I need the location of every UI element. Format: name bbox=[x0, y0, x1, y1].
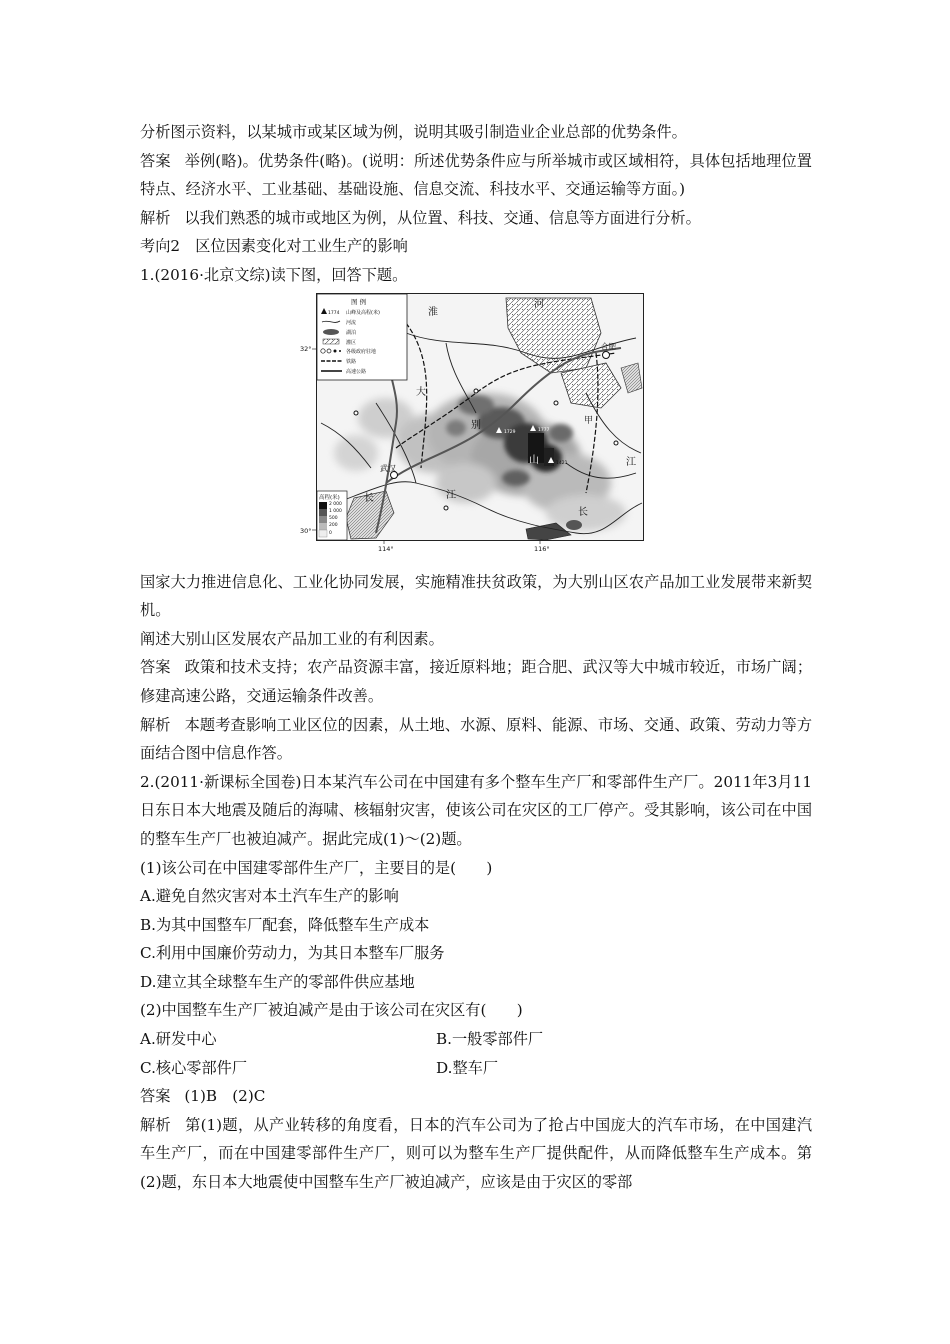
answer-2-text: 政策和技术支持；农产品资源丰富，接近原料地；距合肥、武汉等大中城市较近，市场广阔；修建高速公路，交通运输条件改善。 bbox=[140, 658, 813, 705]
label-huai: 淮 bbox=[428, 306, 438, 318]
answer-3-text: (1)B (2)C bbox=[184, 1087, 266, 1106]
options-row-2 bbox=[140, 1054, 812, 1083]
map-figure-container bbox=[140, 293, 812, 561]
label-chang-2: 长 bbox=[578, 506, 588, 518]
question-2-2: (2)中国整车生产厂被迫减产是由于该公司在灾区有( ) bbox=[140, 1001, 523, 1020]
label-wuhan: 武汉 bbox=[380, 463, 396, 473]
answer-label: 答案 bbox=[140, 1087, 171, 1106]
legend-gov: 各级政府驻地 bbox=[346, 348, 377, 355]
analysis-1 bbox=[140, 204, 812, 233]
options-row-1 bbox=[140, 1025, 812, 1054]
option-2-1-d: D.建立其全球整车生产的零部件供应基地 bbox=[140, 972, 415, 991]
question-2-1: (1)该公司在中国建零部件生产厂，主要目的是( ) bbox=[140, 858, 493, 877]
elevation-2000: 2 000 bbox=[329, 501, 342, 507]
lat-30-label: 30° bbox=[300, 526, 312, 535]
elevation-500: 500 bbox=[329, 515, 338, 521]
section-heading: 考向2 区位因素变化对工业生产的影响 bbox=[140, 237, 408, 256]
legend-rail: 铁路 bbox=[346, 358, 357, 365]
legend-highway: 高速公路 bbox=[346, 368, 367, 375]
label-he: 河 bbox=[534, 298, 544, 310]
option-2-2-b: B.一般零部件厂 bbox=[436, 1030, 544, 1049]
elevation-1000: 1 000 bbox=[329, 508, 342, 514]
legend-irrigation: 灌区 bbox=[346, 339, 357, 346]
lat-32-label: 32° bbox=[300, 344, 312, 353]
question-2: 2.(2011·新课标全国卷)日本某汽车公司在中国建有多个整车生产厂和零部件生产厂。2011年3月11日东日本大地震及随后的海啸、核辐射灾害，使该公司在灾区的工厂停产。受其影响，该公司在中国的整车生产厂也被迫减产。据此完成(1)～(2)题。 bbox=[140, 772, 812, 848]
label-jiang-2: 江 bbox=[626, 456, 636, 468]
option-2-1-a: A.避免自然灾害对本土汽车生产的影响 bbox=[140, 887, 399, 906]
analysis-2-text: 本题考查影响工业区位的因素，从土地、水源、原料、能源、市场、交通、政策、劳动力等方面结合图中信息作答。 bbox=[140, 715, 813, 763]
label-chang-1: 长 bbox=[364, 492, 374, 504]
question-1-ask: 阐述大别山区发展农产品加工业的有利因素。 bbox=[140, 629, 444, 648]
answer-label: 答案 bbox=[140, 658, 171, 677]
elevation-0: 0 bbox=[329, 530, 332, 536]
question-1: 1.(2016·北京文综)读下图，回答下题。 bbox=[140, 265, 408, 284]
answer-3 bbox=[140, 1082, 812, 1111]
analysis-3-text: 第(1)题，从产业转移的角度看，日本的汽车公司为了抢占中国庞大的汽车市场，在中国建汽车生产厂，而在中国建零部件生产厂，则可以为整车生产厂提供配件，从而降低整车生产成本。第(2)题，东日本大地震使中国整车生产厂被迫减产，应该是由于灾区的零部 bbox=[140, 1115, 813, 1192]
legend-box bbox=[317, 294, 407, 380]
analysis-label: 解析 bbox=[140, 1115, 172, 1134]
option-2-2-d: D.整车厂 bbox=[436, 1058, 499, 1077]
option-2-2-a: A.研发中心 bbox=[140, 1030, 217, 1049]
option-2-1-b: B.为其中国整车厂配套，降低整车生产成本 bbox=[140, 915, 430, 934]
label-jiang-1: 江 bbox=[446, 489, 456, 501]
peak-3-label: 1421 bbox=[556, 460, 568, 466]
answer-1-text: 举例(略)。优势条件(略)。(说明：所述优势条件应与所举城市或区域相符，具体包括地理位置特点、经济水平、工业基础、基础设施、信息交流、科技水平、交通运输等方面。) bbox=[140, 151, 812, 199]
legend-river: 河流 bbox=[346, 319, 357, 326]
elevation-legend bbox=[317, 491, 347, 540]
peak-2-label: 1777 bbox=[538, 427, 550, 433]
analysis-1-text: 以我们熟悉的城市或地区为例，从位置、科技、交通、信息等方面进行分析。 bbox=[184, 208, 701, 227]
question-intro: 分析图示资料，以某城市或某区域为例，说明其吸引制造业企业总部的优势条件。 bbox=[140, 123, 687, 141]
legend-peak: 山峰及高程(米) bbox=[346, 309, 380, 316]
analysis-3 bbox=[140, 1111, 812, 1197]
lon-114-label: 114° bbox=[378, 544, 394, 553]
label-jia: 甲 bbox=[584, 415, 594, 426]
analysis-label: 解析 bbox=[140, 208, 171, 227]
legend-lake: 湖泊 bbox=[346, 329, 357, 336]
analysis-label: 解析 bbox=[140, 715, 171, 734]
legend-peak-value: 1774 bbox=[328, 310, 340, 316]
analysis-2 bbox=[140, 711, 812, 768]
lon-116-label: 116° bbox=[534, 544, 550, 553]
label-hefei: 合肥 bbox=[601, 341, 616, 351]
option-2-2-c: C.核心零部件厂 bbox=[140, 1058, 248, 1077]
label-bie: 别 bbox=[471, 419, 481, 431]
dabie-mountain-map bbox=[300, 293, 644, 561]
legend-title: 图 例 bbox=[351, 297, 367, 306]
document-page bbox=[140, 118, 812, 1197]
elevation-title: 高程(米) bbox=[319, 494, 340, 501]
label-shan: 山 bbox=[529, 454, 539, 466]
option-2-1-c: C.利用中国廉价劳动力，为其日本整车厂服务 bbox=[140, 944, 445, 963]
label-da: 大 bbox=[416, 386, 426, 398]
question-1-context: 国家大力推进信息化、工业化协同发展，实施精准扶贫政策，为大别山区农产品加工业发展带来新契机。 bbox=[140, 572, 812, 620]
elevation-200: 200 bbox=[329, 522, 338, 528]
peak-1-label: 1729 bbox=[504, 429, 516, 435]
answer-label: 答案 bbox=[140, 151, 171, 170]
answer-1 bbox=[140, 147, 812, 204]
answer-2 bbox=[140, 653, 812, 710]
